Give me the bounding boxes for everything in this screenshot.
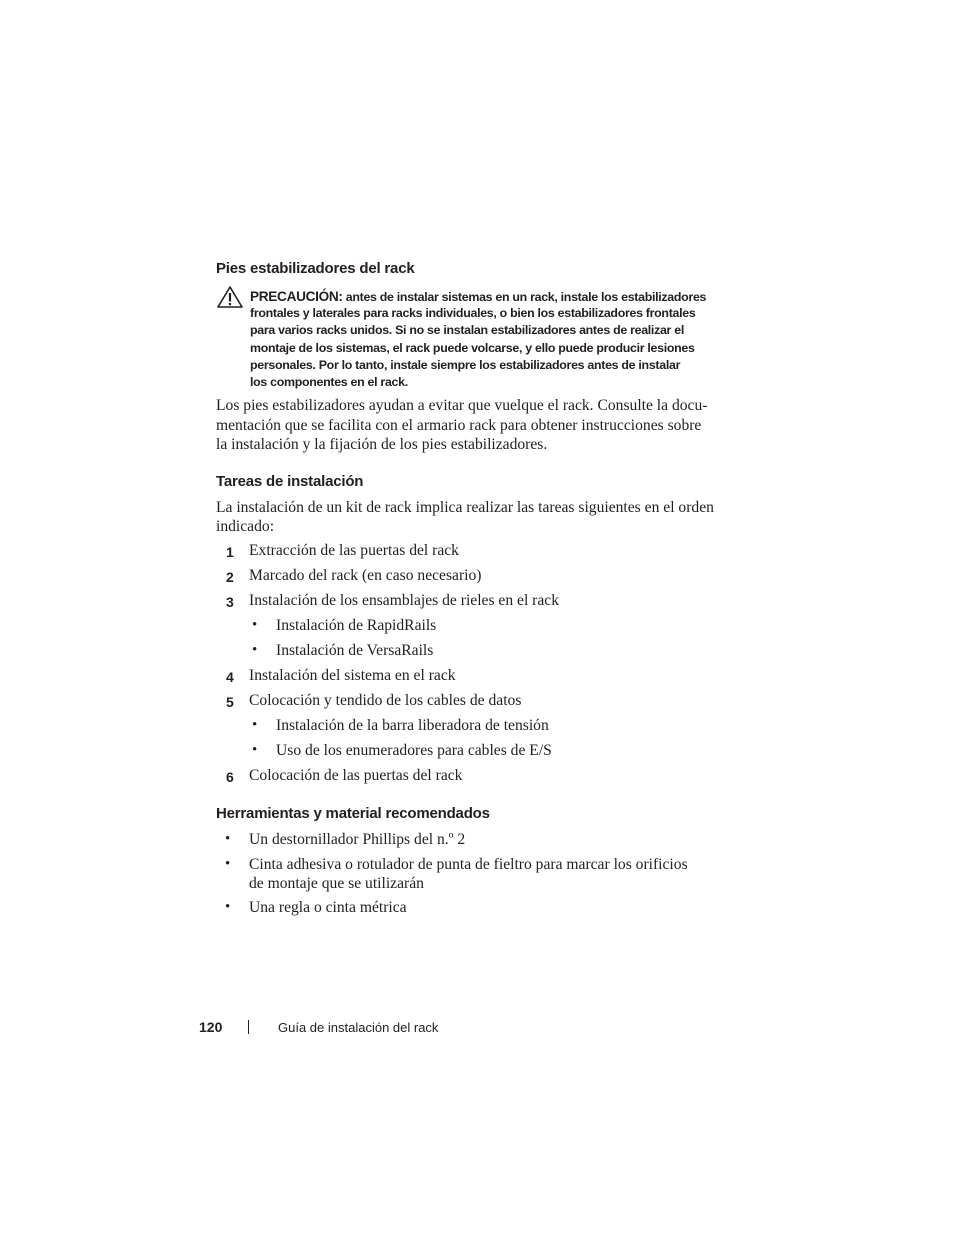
caution-label: PRECAUCIÓN: (250, 289, 343, 304)
bullet: • (252, 617, 258, 633)
step-number: 5 (226, 694, 234, 710)
caution-line-2: frontales y laterales para racks individuales, o bien los estabilizadores frontales (250, 306, 696, 320)
paragraph-line: indicado: (216, 518, 275, 535)
bullet: • (225, 899, 231, 915)
step-number: 2 (226, 569, 234, 585)
sub-step-text: Instalación de RapidRails (276, 617, 437, 634)
footer-separator (248, 1020, 249, 1034)
heading-stabilizer-feet: Pies estabilizadores del rack (216, 260, 415, 277)
sub-step-text: Instalación de VersaRails (276, 642, 434, 659)
paragraph-line: la instalación y la fijación de los pies estabilizadores. (216, 436, 548, 453)
paragraph-line: Los pies estabilizadores ayudan a evitar que vuelque el rack. Consulte la docu- (216, 397, 708, 414)
step-text: Extracción de las puertas del rack (249, 542, 459, 559)
page-number: 120 (199, 1019, 223, 1035)
step-text: Colocación de las puertas del rack (249, 767, 463, 784)
bullet: • (225, 856, 231, 872)
step-text: Marcado del rack (en caso necesario) (249, 567, 482, 584)
step-number: 6 (226, 769, 234, 785)
tool-item-text: Cinta adhesiva o rotulador de punta de fieltro para marcar los orificios (249, 856, 688, 873)
paragraph-line: La instalación de un kit de rack implica realizar las tareas siguientes en el orden (216, 499, 714, 516)
step-number: 3 (226, 594, 234, 610)
step-number: 1 (226, 544, 234, 560)
sub-step-text: Instalación de la barra liberadora de tensión (276, 717, 549, 734)
step-text: Colocación y tendido de los cables de datos (249, 692, 522, 709)
caution-text: antes de instalar sistemas en un rack, instale los estabilizadores (345, 290, 707, 304)
caution-line-4: montaje de los sistemas, el rack puede volcarse, y ello puede producir lesiones (250, 341, 695, 355)
paragraph-line: mentación que se facilita con el armario rack para obtener instrucciones sobre (216, 417, 702, 434)
step-text: Instalación del sistema en el rack (249, 667, 456, 684)
tool-item-text: Un destornillador Phillips del n.º 2 (249, 831, 466, 848)
warning-triangle-icon (216, 285, 244, 309)
bullet: • (252, 717, 258, 733)
heading-recommended-tools: Herramientas y material recomendados (216, 805, 490, 822)
bullet: • (252, 742, 258, 758)
caution-line-3: para varios racks unidos. Si no se instalan estabilizadores antes de realizar el (250, 323, 684, 337)
caution-line-5: personales. Por lo tanto, instale siempre los estabilizadores antes de instalar (250, 358, 681, 372)
heading-installation-tasks: Tareas de instalación (216, 473, 364, 490)
caution-line-6: los componentes en el rack. (250, 375, 408, 389)
caution-line-1 (250, 289, 706, 304)
tool-item-text: Una regla o cinta métrica (249, 899, 407, 916)
bullet: • (225, 831, 231, 847)
sub-step-text: Uso de los enumeradores para cables de E/S (276, 742, 552, 759)
bullet: • (252, 642, 258, 658)
footer-title: Guía de instalación del rack (278, 1020, 439, 1035)
step-text: Instalación de los ensamblajes de rieles en el rack (249, 592, 560, 609)
tool-item-text: de montaje que se utilizarán (249, 875, 424, 892)
step-number: 4 (226, 669, 234, 685)
